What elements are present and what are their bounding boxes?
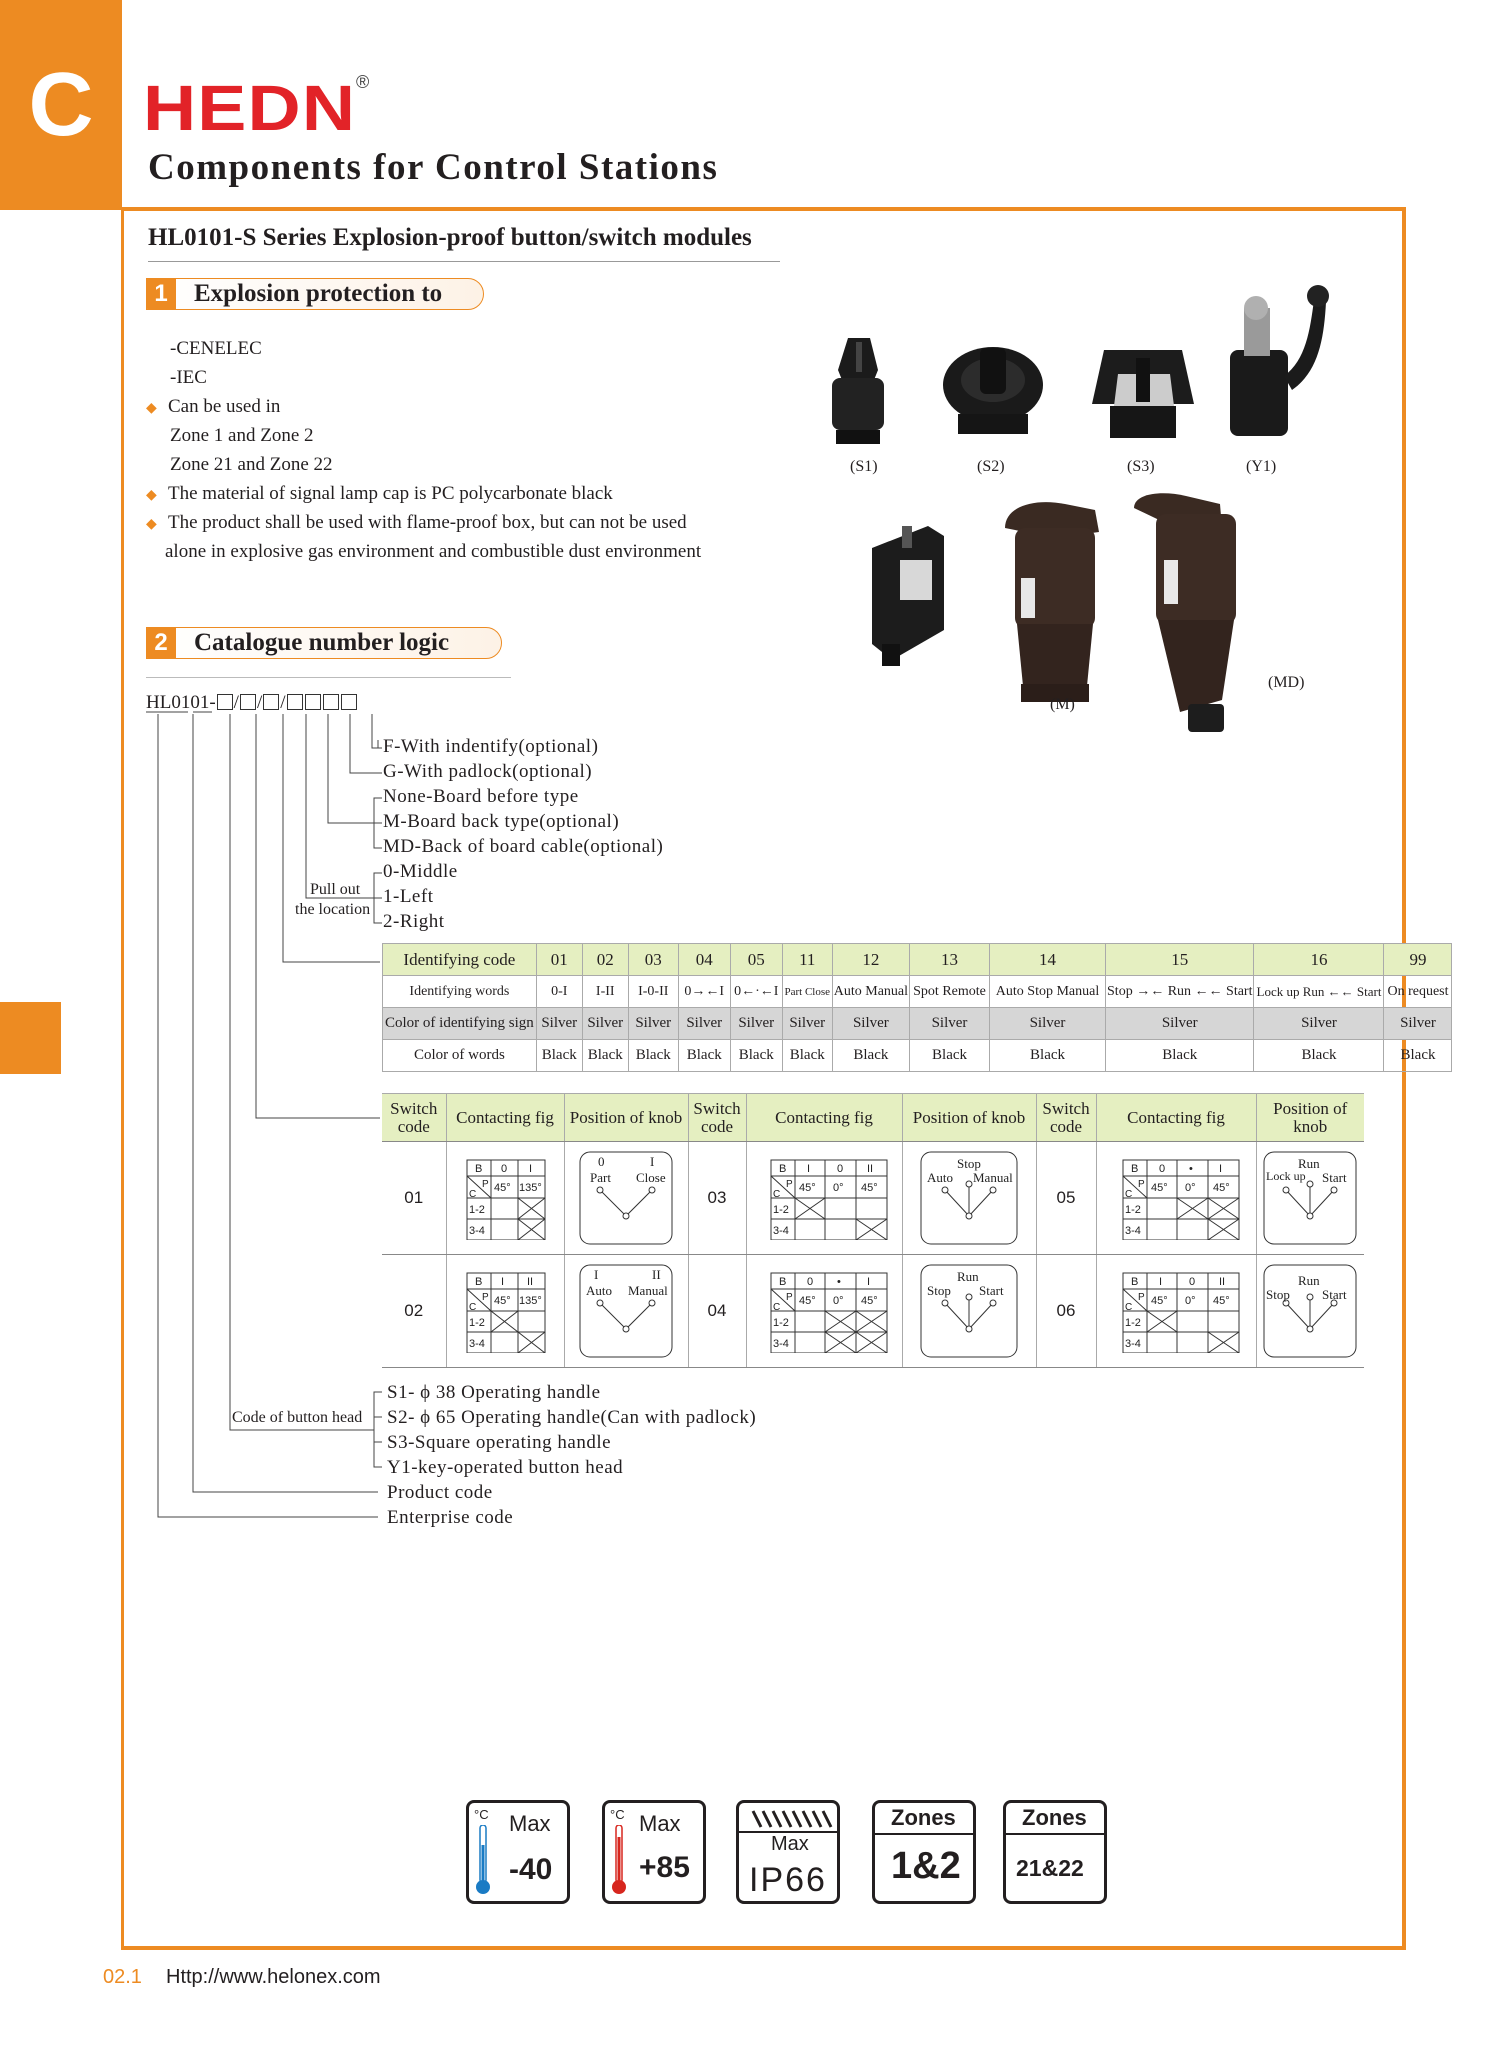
- chapter-letter: C: [28, 55, 94, 155]
- row-head: Identifying words: [383, 976, 537, 1008]
- fig-c: C: [773, 1189, 781, 1200]
- contact-fig: [1096, 1255, 1256, 1368]
- col-header: Switch code: [688, 1094, 746, 1142]
- knob-position: [1256, 1142, 1364, 1255]
- badge-divider: [1006, 1833, 1104, 1835]
- switch-code: 02: [382, 1255, 446, 1368]
- section-number: 2: [146, 627, 176, 659]
- pull-out-label: Pull out: [310, 881, 361, 898]
- contact-fig: [1096, 1142, 1256, 1255]
- button-head-s1: S1- ϕ 38 Operating handle: [387, 1382, 601, 1403]
- fig-text: I: [1219, 1163, 1223, 1175]
- contact-fig: [746, 1255, 902, 1368]
- fig-c: C: [469, 1302, 477, 1313]
- knob-text: Stop: [1266, 1287, 1291, 1302]
- word-color: Black: [536, 1040, 582, 1072]
- knob-text: Auto: [586, 1283, 612, 1298]
- fig-text: 0°: [833, 1295, 844, 1307]
- badge-value: +85: [639, 1851, 690, 1884]
- knob-text: Auto: [927, 1170, 953, 1185]
- brand-logo: HEDN: [143, 72, 357, 144]
- page-number: 02.1: [103, 1966, 142, 1988]
- word-color: Black: [990, 1040, 1106, 1072]
- badge-ip66: [736, 1800, 840, 1904]
- bullet-diamond-icon: ◆: [146, 401, 157, 416]
- badge-label: Max: [509, 1811, 551, 1836]
- word-color: Black: [782, 1040, 832, 1072]
- fig-text: I: [807, 1163, 811, 1175]
- fig-text: 45°: [1151, 1295, 1168, 1307]
- switch-code: 04: [688, 1255, 746, 1368]
- registered-mark: ®: [356, 72, 370, 92]
- badge-unit: °C: [474, 1807, 489, 1822]
- section-heading-text: Catalogue number logic: [194, 629, 450, 656]
- sign-color: Silver: [1384, 1008, 1452, 1040]
- option-none: None-Board before type: [383, 786, 579, 807]
- sign-color: Silver: [678, 1008, 730, 1040]
- contact-fig: [446, 1142, 564, 1255]
- knob-fig-01: [578, 1150, 674, 1246]
- knob-text: Manual: [973, 1170, 1013, 1185]
- fig-b: B: [779, 1276, 787, 1288]
- fig-text: I: [867, 1276, 871, 1288]
- product-caption-md: (MD): [1268, 674, 1305, 691]
- location-label: the location: [295, 901, 371, 918]
- id-word: Spot Remote: [910, 976, 990, 1008]
- water-spray-icon: [749, 1809, 833, 1829]
- fig-row: 3-4: [1125, 1338, 1141, 1350]
- contact-fig-04: [759, 1269, 889, 1353]
- switch-row: [382, 1142, 1364, 1255]
- product-caption-s1: (S1): [850, 458, 878, 475]
- knob-position: [564, 1142, 688, 1255]
- knob-fig-02: [578, 1263, 674, 1359]
- section-heading-text: Explosion protection to: [194, 280, 443, 307]
- protection-line: -IEC: [170, 367, 207, 388]
- knob-position: [902, 1142, 1036, 1255]
- col-header: Contacting fig: [1096, 1094, 1256, 1142]
- sign-color: Silver: [730, 1008, 782, 1040]
- switch-row: [382, 1255, 1364, 1368]
- knob-text: Lock up: [1266, 1169, 1306, 1183]
- id-word: On request: [1384, 976, 1452, 1008]
- fig-text: 135°: [519, 1182, 542, 1194]
- knob-text: Run: [1298, 1156, 1320, 1171]
- button-head-s3: S3-Square operating handle: [387, 1432, 612, 1453]
- fig-text: II: [1219, 1276, 1226, 1288]
- fig-text: I: [529, 1163, 533, 1175]
- fig-row: 1-2: [1125, 1204, 1141, 1216]
- fig-text: 45°: [861, 1295, 878, 1307]
- fig-c: C: [773, 1302, 781, 1313]
- id-code: 13: [910, 944, 990, 976]
- fig-text: 0°: [1185, 1295, 1196, 1307]
- word-color: Black: [628, 1040, 678, 1072]
- fig-text: 0°: [1185, 1182, 1196, 1194]
- fig-text: 45°: [1213, 1182, 1230, 1194]
- knob-text: Part: [590, 1170, 611, 1185]
- fig-row: 1-2: [469, 1204, 485, 1216]
- fig-p: P: [1138, 1179, 1145, 1190]
- product-caption-s3: (S3): [1127, 458, 1155, 475]
- word-color: Black: [1384, 1040, 1452, 1072]
- knob-text: Start: [979, 1283, 1004, 1298]
- col-header: Position of knob: [1256, 1094, 1364, 1142]
- fig-text: •: [837, 1276, 841, 1288]
- id-word: Auto Stop Manual: [990, 976, 1106, 1008]
- id-code: 15: [1106, 944, 1254, 976]
- fig-row: 1-2: [773, 1317, 789, 1329]
- switch-code: 03: [688, 1142, 746, 1255]
- id-word: 0→←I: [678, 976, 730, 1008]
- thermometer-hot-icon: [611, 1825, 627, 1897]
- sign-color: Silver: [910, 1008, 990, 1040]
- protection-line: Can be used in: [168, 396, 281, 417]
- fig-row: 3-4: [773, 1225, 789, 1237]
- word-color: Black: [730, 1040, 782, 1072]
- fig-p: P: [786, 1179, 793, 1190]
- knob-text: Start: [1322, 1170, 1347, 1185]
- fig-c: C: [1125, 1189, 1133, 1200]
- word-color: Black: [678, 1040, 730, 1072]
- knob-text: Stop: [927, 1283, 951, 1298]
- fig-c: C: [469, 1189, 477, 1200]
- fig-text: I: [1159, 1276, 1163, 1288]
- fig-p: P: [1138, 1292, 1145, 1303]
- id-code: 05: [730, 944, 782, 976]
- id-code-row: [383, 944, 1452, 976]
- knob-fig-06: [1262, 1263, 1358, 1359]
- fig-text: •: [1189, 1163, 1193, 1175]
- fig-row: 3-4: [1125, 1225, 1141, 1237]
- row-head: Identifying code: [383, 944, 537, 976]
- product-caption-s2: (S2): [977, 458, 1005, 475]
- knob-text: 0: [598, 1154, 605, 1169]
- id-word: 0-I: [536, 976, 582, 1008]
- fig-text: 45°: [1151, 1182, 1168, 1194]
- id-word: I-0-II: [628, 976, 678, 1008]
- knob-text: Manual: [628, 1283, 668, 1298]
- switch-header-row: [382, 1094, 1364, 1142]
- badge-label: Max: [771, 1833, 809, 1855]
- fig-text: 135°: [519, 1295, 542, 1307]
- sign-color: Silver: [1254, 1008, 1384, 1040]
- knob-text: I: [650, 1154, 655, 1169]
- fig-row: 1-2: [469, 1317, 485, 1329]
- id-code: 14: [990, 944, 1106, 976]
- knob-text: Stop: [957, 1156, 981, 1171]
- knob-text: II: [652, 1267, 661, 1282]
- bullet-diamond-icon: ◆: [146, 517, 157, 532]
- word-color: Black: [1254, 1040, 1384, 1072]
- fig-text: 0°: [833, 1182, 844, 1194]
- word-color: Black: [1106, 1040, 1254, 1072]
- id-word: Auto Manual: [832, 976, 909, 1008]
- id-word: I-II: [582, 976, 628, 1008]
- sign-color: Silver: [536, 1008, 582, 1040]
- sign-color: Silver: [582, 1008, 628, 1040]
- protection-line: alone in explosive gas environment and combustible dust environment: [165, 541, 702, 562]
- badge-value: 21&22: [1016, 1855, 1084, 1881]
- fig-text: 45°: [1213, 1295, 1230, 1307]
- catalogue-code-pattern: HL0101- / / /: [146, 692, 358, 714]
- sign-color: Silver: [832, 1008, 909, 1040]
- id-word-color-row: [383, 1040, 1452, 1072]
- badge-zones-21-22: [1003, 1800, 1107, 1904]
- badge-min-temp: [466, 1800, 570, 1904]
- fig-text: 45°: [861, 1182, 878, 1194]
- enterprise-code-label: Enterprise code: [387, 1507, 514, 1528]
- knob-fig-05: [1262, 1150, 1358, 1246]
- option-g: G-With padlock(optional): [383, 761, 593, 782]
- fig-text: 45°: [799, 1182, 816, 1194]
- fig-text: I: [501, 1276, 505, 1288]
- knob-text: Close: [636, 1170, 666, 1185]
- protection-line: The material of signal lamp cap is PC polycarbonate black: [168, 483, 613, 504]
- row-head: Color of words: [383, 1040, 537, 1072]
- col-header: Contacting fig: [446, 1094, 564, 1142]
- badge-divider: [875, 1833, 973, 1835]
- fig-row: 1-2: [773, 1204, 789, 1216]
- id-code: 99: [1384, 944, 1452, 976]
- product-caption-m: (M): [1050, 696, 1075, 713]
- fig-b: B: [475, 1276, 483, 1288]
- badge-max-temp: [602, 1800, 706, 1904]
- fig-b: B: [475, 1163, 483, 1175]
- knob-text: Run: [957, 1269, 979, 1284]
- fig-p: P: [482, 1292, 489, 1303]
- knob-fig-04: [919, 1263, 1019, 1359]
- fig-text: 0: [807, 1276, 814, 1288]
- sign-color: Silver: [990, 1008, 1106, 1040]
- option-middle: 0-Middle: [383, 861, 458, 882]
- fig-b: B: [1131, 1276, 1139, 1288]
- section-title: Components for Control Stations: [148, 147, 719, 188]
- id-word: Part Close: [782, 976, 832, 1008]
- badge-label: Zones: [891, 1805, 956, 1830]
- badge-unit: °C: [610, 1807, 625, 1822]
- identifying-code-table: [382, 943, 1452, 1072]
- product-code-label: Product code: [387, 1482, 493, 1503]
- button-head-y1: Y1-key-operated button head: [387, 1457, 624, 1478]
- fig-text: 0: [501, 1163, 508, 1175]
- protection-line: The product shall be used with flame-proof box, but can not be used: [168, 512, 687, 533]
- col-header: Switch code: [1036, 1094, 1096, 1142]
- sign-color: Silver: [628, 1008, 678, 1040]
- protection-line: Zone 1 and Zone 2: [170, 425, 314, 446]
- bullet-diamond-icon: ◆: [146, 488, 157, 503]
- fig-row: 3-4: [773, 1338, 789, 1350]
- fig-b: B: [1131, 1163, 1139, 1175]
- switch-code: 05: [1036, 1142, 1096, 1255]
- contact-fig: [446, 1255, 564, 1368]
- contact-fig: [746, 1142, 902, 1255]
- option-left: 1-Left: [383, 886, 434, 907]
- thermometer-cold-icon: [475, 1825, 491, 1897]
- option-md: MD-Back of board cable(optional): [383, 836, 664, 857]
- fig-text: 45°: [494, 1295, 511, 1307]
- knob-position: [564, 1255, 688, 1368]
- fig-row: 1-2: [1125, 1317, 1141, 1329]
- switch-code: 06: [1036, 1255, 1096, 1368]
- option-m: M-Board back type(optional): [383, 811, 620, 832]
- id-word: Stop →← Run ←← Start: [1106, 976, 1254, 1008]
- row-head: Color of identifying sign: [383, 1008, 537, 1040]
- section-number: 1: [146, 278, 176, 310]
- contact-fig-02: [455, 1269, 555, 1353]
- contact-fig-01: [455, 1156, 555, 1240]
- sign-color: Silver: [782, 1008, 832, 1040]
- protection-line: -CENELEC: [170, 338, 262, 359]
- product-caption-y1: (Y1): [1246, 458, 1277, 475]
- button-head-label: Code of button head: [232, 1409, 363, 1426]
- id-code: 01: [536, 944, 582, 976]
- fig-row: 3-4: [469, 1338, 485, 1350]
- fig-b: B: [779, 1163, 787, 1175]
- id-code: 16: [1254, 944, 1384, 976]
- badge-label: Zones: [1022, 1805, 1087, 1830]
- fig-text: 45°: [799, 1295, 816, 1307]
- protection-line: Zone 21 and Zone 22: [170, 454, 333, 475]
- badge-zones-1-2: [872, 1800, 976, 1904]
- code-prefix: HL0101-: [146, 692, 216, 713]
- badge-value: IP66: [749, 1861, 827, 1899]
- knob-position: [1256, 1255, 1364, 1368]
- fig-text: II: [527, 1276, 534, 1288]
- switch-code-table: [382, 1093, 1364, 1368]
- id-word: Lock up Run ←← Start: [1254, 976, 1384, 1008]
- contact-fig-06: [1111, 1269, 1241, 1353]
- fig-text: 0: [1189, 1276, 1196, 1288]
- badge-label: Max: [639, 1811, 681, 1836]
- fig-text: 0: [1159, 1163, 1166, 1175]
- id-code: 03: [628, 944, 678, 976]
- col-header: Position of knob: [564, 1094, 688, 1142]
- col-header: Contacting fig: [746, 1094, 902, 1142]
- id-code: 12: [832, 944, 909, 976]
- switch-code: 01: [382, 1142, 446, 1255]
- option-f: F-With indentify(optional): [383, 736, 599, 757]
- knob-fig-03: [919, 1150, 1019, 1246]
- knob-text: I: [594, 1267, 599, 1282]
- option-right: 2-Right: [383, 911, 445, 932]
- col-header: Position of knob: [902, 1094, 1036, 1142]
- button-head-s2: S2- ϕ 65 Operating handle(Can with padlock): [387, 1407, 757, 1428]
- badge-value: -40: [509, 1853, 553, 1886]
- id-code: 11: [782, 944, 832, 976]
- col-header: Switch code: [382, 1094, 446, 1142]
- fig-p: P: [786, 1292, 793, 1303]
- id-words-row: [383, 976, 1452, 1008]
- word-color: Black: [910, 1040, 990, 1072]
- id-sign-color-row: [383, 1008, 1452, 1040]
- sign-color: Silver: [1106, 1008, 1254, 1040]
- knob-position: [902, 1255, 1036, 1368]
- fig-row: 3-4: [469, 1225, 485, 1237]
- word-color: Black: [832, 1040, 909, 1072]
- id-word: 0←·←I: [730, 976, 782, 1008]
- id-code: 04: [678, 944, 730, 976]
- contact-fig-03: [759, 1156, 889, 1240]
- badge-value: 1&2: [891, 1845, 961, 1887]
- id-code: 02: [582, 944, 628, 976]
- knob-text: Run: [1298, 1273, 1320, 1288]
- series-title: HL0101-S Series Explosion-proof button/switch modules: [148, 224, 752, 251]
- fig-c: C: [1125, 1302, 1133, 1313]
- website-link[interactable]: Http://www.helonex.com: [166, 1966, 381, 1988]
- fig-text: 45°: [494, 1182, 511, 1194]
- fig-text: II: [867, 1163, 874, 1175]
- contact-fig-05: [1111, 1156, 1241, 1240]
- fig-p: P: [482, 1179, 489, 1190]
- fig-text: 0: [837, 1163, 844, 1175]
- knob-text: Start: [1322, 1287, 1347, 1302]
- word-color: Black: [582, 1040, 628, 1072]
